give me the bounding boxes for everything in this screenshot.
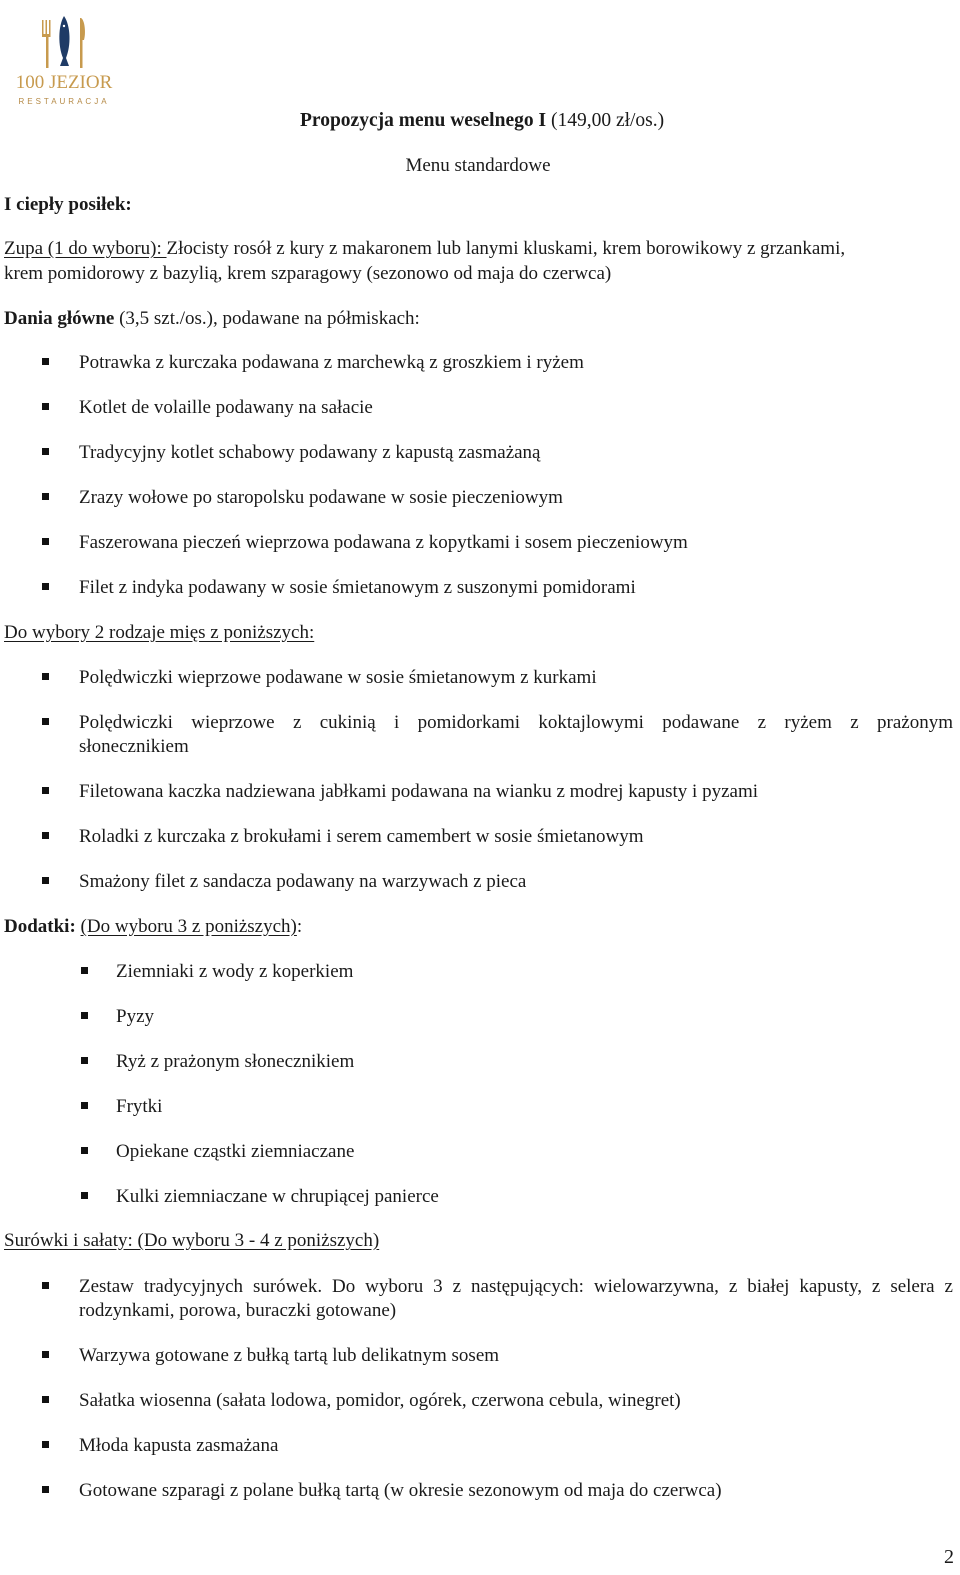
soup-line-1 <box>4 237 845 261</box>
bullet-icon <box>42 673 49 680</box>
side-item: Frytki <box>116 1096 163 1117</box>
bullet-icon <box>42 538 49 545</box>
side-item: Kulki ziemniaczane w chrupiącej panierce <box>116 1186 439 1207</box>
bullet-icon <box>42 1486 49 1493</box>
bullet-icon <box>42 832 49 839</box>
bullet-icon <box>42 1282 49 1289</box>
main-dish-item: Zrazy wołowe po staropolsku podawane w sosie pieczeniowym <box>79 487 563 508</box>
soup-text-1: Złocisty rosół z kury z makaronem lub lanymi kluskami, krem borowikowy z grzankami, <box>166 238 846 259</box>
main-dish-item: Tradycyjny kotlet schabowy podawany z kapustą zasmażaną <box>79 442 541 463</box>
sides-label <box>4 915 302 939</box>
menu-title-price: (149,00 zł/os.) <box>550 110 665 131</box>
bullet-icon <box>42 448 49 455</box>
restaurant-logo <box>6 6 122 122</box>
salad-item: Sałatka wiosenna (sałata lodowa, pomidor, ogórek, czerwona cebula, winegret) <box>79 1390 681 1411</box>
bullet-icon <box>81 1192 88 1199</box>
section-heading-hot-meal: I ciepły posiłek: <box>4 194 132 215</box>
salads-label: Surówki i sałaty: (Do wyboru 3 - 4 z poniższych) <box>4 1230 380 1251</box>
side-item: Ziemniaki z wody z koperkiem <box>116 961 354 982</box>
meat-item: Polędwiczki wieprzowe z cukinią i pomidorkami koktajlowymi podawane z ryżem z prażonym słonecznikiem <box>79 712 953 757</box>
page-number: 2 <box>944 1546 954 1568</box>
meat-item: Roladki z kurczaka z brokułami i serem camembert w sosie śmietanowym <box>79 826 644 847</box>
meat-item: Polędwiczki wieprzowe podawane w sosie śmietanowym z kurkami <box>79 667 597 688</box>
menu-title-name: Propozycja menu weselnego I <box>300 110 547 131</box>
main-dish-item: Faszerowana pieczeń wieprzowa podawana z kopytkami i sosem pieczeniowym <box>79 532 688 553</box>
soup-line-2: krem pomidorowy z bazylią, krem szparagowy (sezonowo od maja do czerwca) <box>4 263 612 284</box>
sides-label-bold: Dodatki: <box>4 916 76 937</box>
meats-label: Do wybory 2 rodzaje mięs z poniższych: <box>4 622 315 643</box>
bullet-icon <box>42 358 49 365</box>
bullet-icon <box>42 718 49 725</box>
main-dish-item: Filet z indyka podawany w sosie śmietanowym z suszonymi pomidorami <box>79 577 636 598</box>
side-item: Pyzy <box>116 1006 154 1027</box>
logo-name: 100 JEZIOR <box>15 72 113 93</box>
bullet-icon <box>81 1147 88 1154</box>
fork-fish-knife-icon <box>6 6 122 76</box>
bullet-icon <box>42 1396 49 1403</box>
bullet-icon <box>81 1057 88 1064</box>
soup-label: Zupa (1 do wyboru): <box>4 238 167 259</box>
bullet-icon <box>42 787 49 794</box>
bullet-icon <box>42 493 49 500</box>
menu-subtitle: Menu standardowe <box>405 155 551 176</box>
bullet-icon <box>42 583 49 590</box>
meat-item: Filetowana kaczka nadziewana jabłkami podawana na wianku z modrej kapusty i pyzami <box>79 781 758 802</box>
bullet-icon <box>42 1441 49 1448</box>
main-dish-item: Potrawka z kurczaka podawana z marchewką z groszkiem i ryżem <box>79 352 584 373</box>
salad-item: Młoda kapusta zasmażana <box>79 1435 279 1456</box>
menu-title <box>300 110 664 132</box>
salad-item: Warzywa gotowane z bułką tartą lub delikatnym sosem <box>79 1345 500 1366</box>
main-dish-item: Kotlet de volaille podawany na sałacie <box>79 397 373 418</box>
sides-label-choice: (Do wyboru 3 z poniższych) <box>80 916 297 937</box>
bullet-icon <box>81 1102 88 1109</box>
bullet-icon <box>42 1351 49 1358</box>
salad-item: Gotowane szparagi z polane bułką tartą (w okresie sezonowym od maja do czerwca) <box>79 1480 722 1501</box>
bullet-icon <box>42 877 49 884</box>
bullet-icon <box>81 1012 88 1019</box>
mains-label-bold: Dania główne <box>4 308 115 329</box>
bullet-icon <box>81 967 88 974</box>
salad-item: Zestaw tradycyjnych surówek. Do wyboru 3 z następujących: wielowarzywna, z białej kapusty, z selera z rodzynkami, porowa, buraczki gotowane) <box>79 1276 953 1321</box>
mains-label-rest: (3,5 szt./os.), podawane na półmiskach: <box>114 308 420 329</box>
side-item: Ryż z prażonym słonecznikiem <box>116 1051 355 1072</box>
side-item: Opiekane cząstki ziemniaczane <box>116 1141 355 1162</box>
logo-subtitle: RESTAURACJA <box>18 97 110 106</box>
bullet-icon <box>42 403 49 410</box>
meat-item: Smażony filet z sandacza podawany na warzywach z pieca <box>79 871 527 892</box>
mains-label <box>4 307 420 331</box>
sides-label-colon: : <box>296 916 303 937</box>
